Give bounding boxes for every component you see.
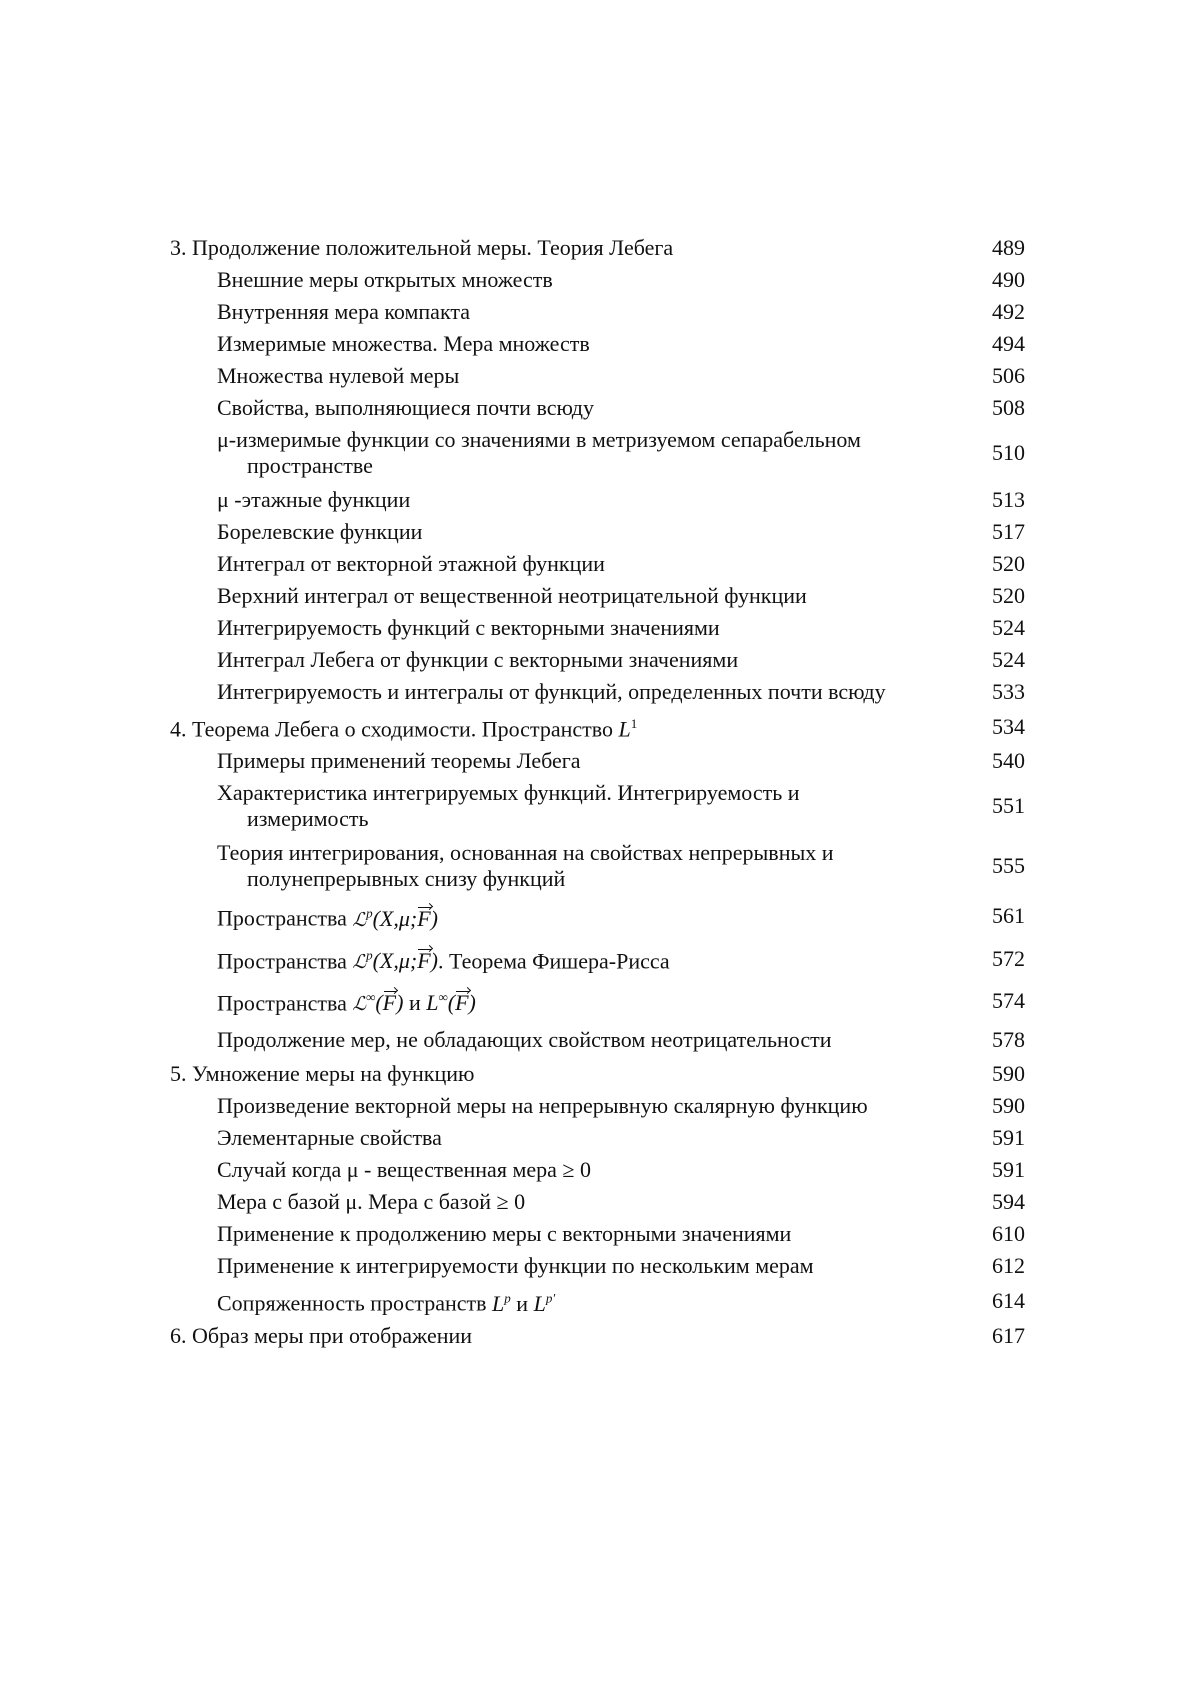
toc-entry-text: μ-измеримые функции со значениями в метризуемом сепарабельном [217, 427, 861, 452]
toc-section-row[interactable] [170, 780, 1025, 832]
toc-section-row[interactable] [170, 363, 1025, 389]
toc-entry-title [217, 840, 1025, 892]
toc-section-row[interactable] [170, 551, 1025, 577]
toc-entry-text: Применение к интегрируемости функции по нескольким мерам [217, 1253, 814, 1279]
page-number: 489 [992, 235, 1025, 260]
toc-section-row[interactable] [170, 1189, 1025, 1215]
toc-section-row[interactable] [170, 1093, 1025, 1119]
toc-entry-text: Элементарные свойства [217, 1125, 442, 1151]
toc-entry-title [217, 748, 1025, 774]
toc-section-row[interactable] [170, 748, 1025, 774]
toc-section-row[interactable] [170, 679, 1025, 705]
toc-entry-title [217, 615, 1025, 641]
toc-entry-text: Сопряженность пространств [217, 1290, 493, 1316]
page-number: 540 [992, 748, 1025, 774]
toc-entry-text: Пространства [217, 947, 353, 973]
toc-entry-title [217, 1125, 1025, 1151]
toc-section-row[interactable] [170, 331, 1025, 357]
toc-section-row[interactable] [170, 1027, 1025, 1053]
page-number: 617 [992, 1322, 1025, 1348]
toc-entry-title [217, 583, 1025, 609]
toc-entry-title [217, 331, 1025, 357]
page-number: 510 [992, 440, 1025, 465]
formula-superscript: 1 [630, 716, 638, 731]
toc-entry-title [217, 1027, 1025, 1053]
page-number: 578 [992, 1027, 1025, 1053]
toc-entry-text: Борелевские функции [217, 519, 423, 544]
toc-section-row[interactable] [170, 1125, 1025, 1151]
toc-entry-text: μ -этажные функции [217, 487, 411, 512]
toc-chapter-row[interactable] [170, 711, 1025, 742]
page-number: 494 [992, 331, 1025, 356]
toc-entry-text: Внешние меры открытых множеств [217, 267, 553, 292]
toc-entry-title [217, 551, 1025, 577]
table-of-contents [170, 235, 1025, 1349]
page-number: 533 [992, 679, 1025, 704]
page-number: 508 [992, 395, 1025, 420]
page-number: 594 [992, 1189, 1025, 1215]
page-number: 520 [992, 551, 1025, 576]
toc-section-row[interactable] [170, 1253, 1025, 1279]
toc-entry-text: Произведение векторной меры на непрерывную скалярную функцию [217, 1093, 868, 1119]
toc-section-row[interactable] [170, 1285, 1025, 1316]
toc-entry-text: 4. Теорема Лебега о сходимости. Пространство [170, 716, 619, 742]
toc-section-row[interactable] [170, 647, 1025, 673]
toc-section-row[interactable] [170, 985, 1025, 1017]
toc-entry-text: Случай когда μ - вещественная мера ≥ 0 [217, 1157, 591, 1183]
formula: ℒ∞(F) и L∞(F) [352, 989, 476, 1016]
toc-entry-text: 3. Продолжение положительной меры. Теория Лебега [170, 235, 674, 260]
toc-entry-text: 6. Образ меры при отображении [170, 1322, 473, 1348]
page-number: 517 [992, 519, 1025, 544]
toc-entry-title [217, 900, 1025, 932]
toc-entry-title [170, 1323, 1025, 1349]
toc-entry-text: Характеристика интегрируемых функций. Интегрируемость и [217, 780, 800, 806]
toc-entry-text: Интеграл от векторной этажной функции [217, 551, 605, 576]
toc-entry-title [217, 267, 1025, 293]
toc-entry-text: Свойства, выполняющиеся почти всюду [217, 395, 594, 420]
page-number: 572 [992, 945, 1025, 971]
page-number: 524 [992, 647, 1025, 672]
page-number: 490 [992, 267, 1025, 292]
toc-entry-text: Верхний интеграл от вещественной неотрицательной функции [217, 583, 807, 608]
toc-section-row[interactable] [170, 900, 1025, 932]
toc-entry-text: Мера с базой μ. Мера с базой ≥ 0 [217, 1189, 526, 1215]
toc-entry-title [217, 780, 1025, 832]
page-number: 590 [992, 1093, 1025, 1119]
page-number: 506 [992, 363, 1025, 388]
toc-entry-title [217, 427, 1025, 479]
toc-entry-title [217, 299, 1025, 325]
formula: L [618, 716, 631, 742]
toc-entry-text-continuation: пространстве [247, 453, 373, 478]
toc-entry-text: Применение к продолжению меры с векторными значениями [217, 1221, 792, 1247]
toc-entry-title [217, 1285, 1025, 1316]
toc-entry-title [170, 1061, 1025, 1087]
toc-entry-title [217, 985, 1025, 1017]
page-number: 513 [992, 487, 1025, 512]
formula: ℒ$^p$(X,μ;F) [352, 905, 438, 931]
toc-entry-text: Пространства [217, 905, 353, 931]
page-number: 610 [992, 1221, 1025, 1247]
page-number: 551 [992, 793, 1025, 819]
toc-entry-text-continuation: измеримость [247, 806, 369, 832]
toc-section-row[interactable] [170, 519, 1025, 545]
page-number: 524 [992, 615, 1025, 640]
page-number: 492 [992, 299, 1025, 324]
toc-entry-text: Интегрируемость функций с векторными значениями [217, 615, 720, 640]
toc-entry-title [217, 943, 1025, 975]
toc-section-row[interactable] [170, 840, 1025, 892]
toc-entry-title [217, 1157, 1025, 1183]
toc-chapter-row[interactable] [170, 1323, 1025, 1349]
page-number: 534 [992, 713, 1025, 739]
toc-entry-text: Множества нулевой меры [217, 363, 460, 388]
page-number: 555 [992, 853, 1025, 879]
toc-entry-text: Теория интегрирования, основанная на свойствах непрерывных и [217, 840, 834, 866]
toc-chapter-row[interactable] [170, 235, 1025, 261]
page-number: 590 [992, 1061, 1025, 1087]
page-number: 520 [992, 583, 1025, 608]
toc-entry-title [217, 647, 1025, 673]
toc-chapter-row[interactable] [170, 1061, 1025, 1087]
toc-section-row[interactable] [170, 395, 1025, 421]
page-number: 591 [992, 1157, 1025, 1183]
toc-entry-text: Измеримые множества. Мера множеств [217, 331, 590, 356]
page-number: 614 [992, 1287, 1025, 1313]
toc-entry-text-suffix: . Теорема Фишера-Рисса [437, 947, 670, 973]
toc-entry-title [217, 1093, 1025, 1119]
toc-entry-title [217, 1189, 1025, 1215]
toc-section-row[interactable] [170, 583, 1025, 609]
toc-entry-text: Примеры применений теоремы Лебега [217, 748, 581, 774]
page-number: 561 [992, 903, 1025, 929]
toc-entry-text: Внутренняя мера компакта [217, 299, 470, 324]
toc-entry-title [217, 519, 1025, 545]
formula: ℒ$^p$(X,μ;F) [352, 947, 438, 973]
page-number: 612 [992, 1253, 1025, 1279]
toc-entry-text: Интеграл Лебега от функции с векторными значениями [217, 647, 739, 672]
toc-section-row[interactable] [170, 1157, 1025, 1183]
formula: $L^p$ и $L^{p'}$ [492, 1290, 556, 1316]
toc-section-row[interactable] [170, 427, 1025, 479]
toc-section-row[interactable] [170, 267, 1025, 293]
toc-section-row[interactable] [170, 299, 1025, 325]
toc-entry-title [170, 711, 1025, 742]
toc-entry-text: Интегрируемость и интегралы от функций, определенных почти всюду [217, 679, 886, 704]
toc-entry-title [217, 1253, 1025, 1279]
toc-entry-title [217, 395, 1025, 421]
toc-entry-title [217, 363, 1025, 389]
toc-entry-title [170, 235, 1025, 261]
toc-entry-title [217, 487, 1025, 513]
toc-entry-text: Продолжение мер, не обладающих свойством неотрицательности [217, 1027, 832, 1053]
toc-entry-text-continuation: полунепрерывных снизу функций [247, 866, 566, 892]
toc-section-row[interactable] [170, 943, 1025, 975]
page-number: 574 [992, 988, 1025, 1014]
toc-entry-text: 5. Умножение меры на функцию [170, 1061, 475, 1087]
toc-entry-title [217, 1221, 1025, 1247]
toc-section-row[interactable] [170, 1221, 1025, 1247]
toc-entry-text: Пространства [217, 990, 353, 1016]
toc-section-row[interactable] [170, 615, 1025, 641]
toc-entry-title [217, 679, 1025, 705]
toc-section-row[interactable] [170, 487, 1025, 513]
page-number: 591 [992, 1125, 1025, 1151]
